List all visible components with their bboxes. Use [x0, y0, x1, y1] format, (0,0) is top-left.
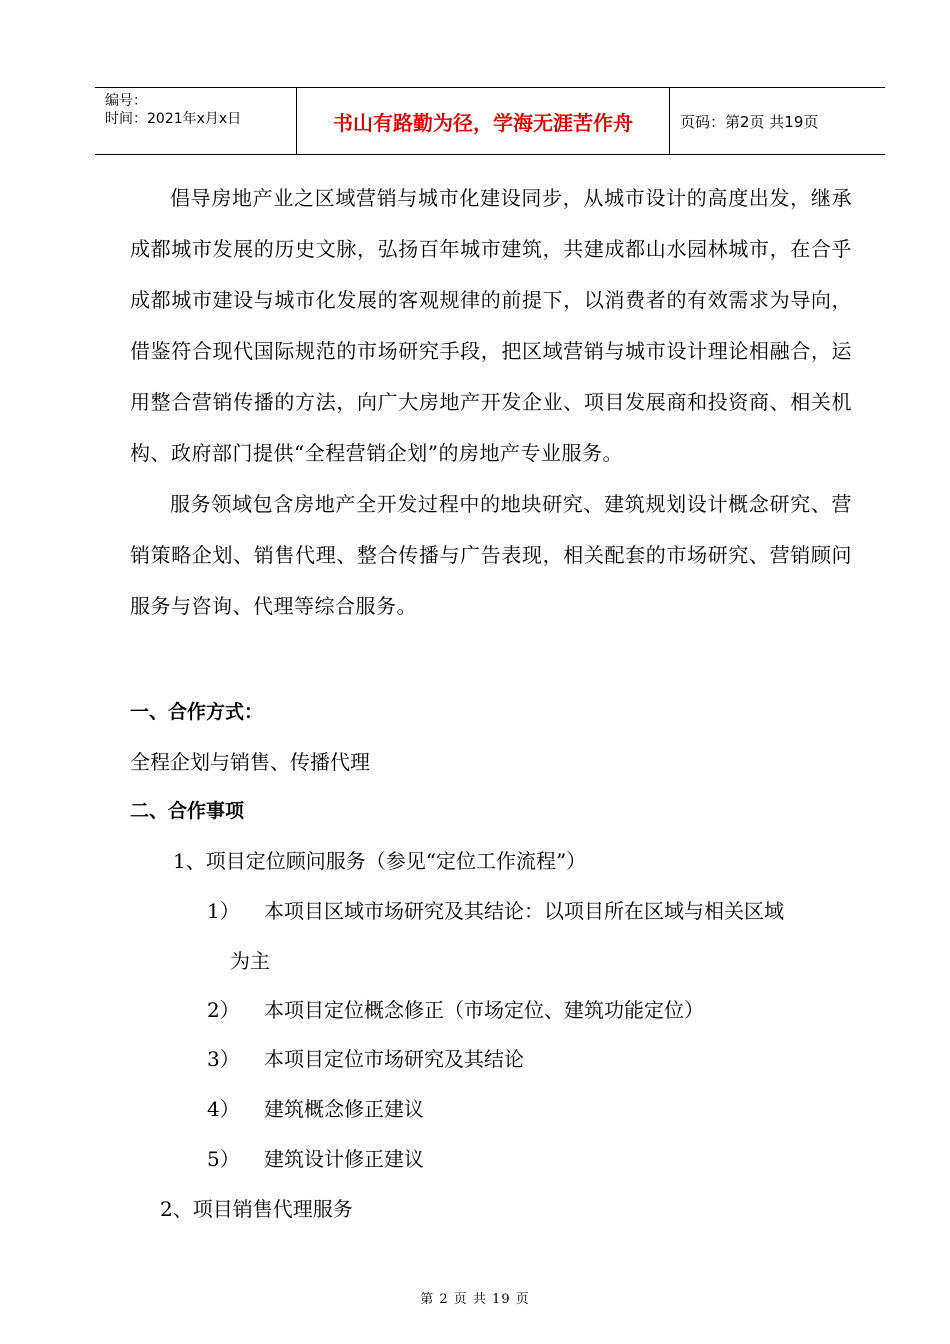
- section1-heading: 一、合作方式：: [130, 701, 264, 723]
- paragraph-1: 倡导房地产业之区域营销与城市化建设同步，从城市设计的高度出发，继承成都城市发展的历史文脉，弘扬百年城市建筑，共建成都山水园林城市，在合乎成都城市建设与城市化发展的客观规律的前提下，以消费者的有效需求为导向，借鉴符合现代国际规范的市场研究手段，把区域营销与城市设计理论相融合，运用整合营销传播的方法，向广大房地产开发企业、项目发展商和投资商、相关机构、政府部门提供“全程营销企划”的房地产专业服务。: [130, 186, 852, 465]
- sub-item-5: [207, 1147, 424, 1171]
- sub-item-number: 3）: [207, 1047, 240, 1071]
- section2-item2: 2、项目销售代理服务: [160, 1197, 353, 1221]
- document-header: [95, 87, 885, 155]
- sub-item-text: 建筑概念修正建议: [264, 1097, 424, 1121]
- section1-text: 全程企划与销售、传播代理: [130, 750, 370, 774]
- sub-item-number: 5）: [207, 1147, 240, 1171]
- paragraph-2: 服务领域包含房地产全开发过程中的地块研究、建筑规划设计概念研究、营销策略企划、销售代理、整合传播与广告表现，相关配套的市场研究、营销顾问服务与咨询、代理等综合服务。: [130, 492, 852, 618]
- sub-item-text: 本项目定位市场研究及其结论: [264, 1047, 524, 1071]
- sub-item-text: 本项目区域市场研究及其结论：以项目所在区域与相关区域: [264, 899, 784, 923]
- sub-item-3: [207, 1047, 524, 1071]
- sub-item-number: 2）: [207, 998, 240, 1022]
- sub-item-2: [207, 998, 704, 1022]
- sub-item-text: 本项目定位概念修正（市场定位、建筑功能定位）: [264, 998, 704, 1022]
- header-meta: [95, 88, 297, 154]
- body-paragraphs: [130, 173, 852, 632]
- section2-heading: 二、合作事项: [130, 800, 245, 822]
- header-page-label: 页码：第2页 共19页: [680, 112, 819, 131]
- sub-item-number: 1）: [207, 899, 240, 923]
- number-label: 编号：: [105, 93, 147, 109]
- section2-item1: 1、项目定位顾问服务（参见“定位工作流程”）: [173, 849, 587, 873]
- sub-item-number: 4）: [207, 1097, 240, 1121]
- page-footer: 第 2 页 共 19 页: [420, 1292, 530, 1307]
- sub-item-4: [207, 1097, 424, 1121]
- sub-item-1: [207, 899, 784, 923]
- time-label: 时间：2021年x月x日: [105, 111, 242, 127]
- sub-item-text: 建筑设计修正建议: [264, 1147, 424, 1171]
- header-motto: 书山有路勤为径，学海无涯苦作舟: [297, 88, 670, 154]
- sub-item-1-continuation: 为主: [230, 949, 270, 973]
